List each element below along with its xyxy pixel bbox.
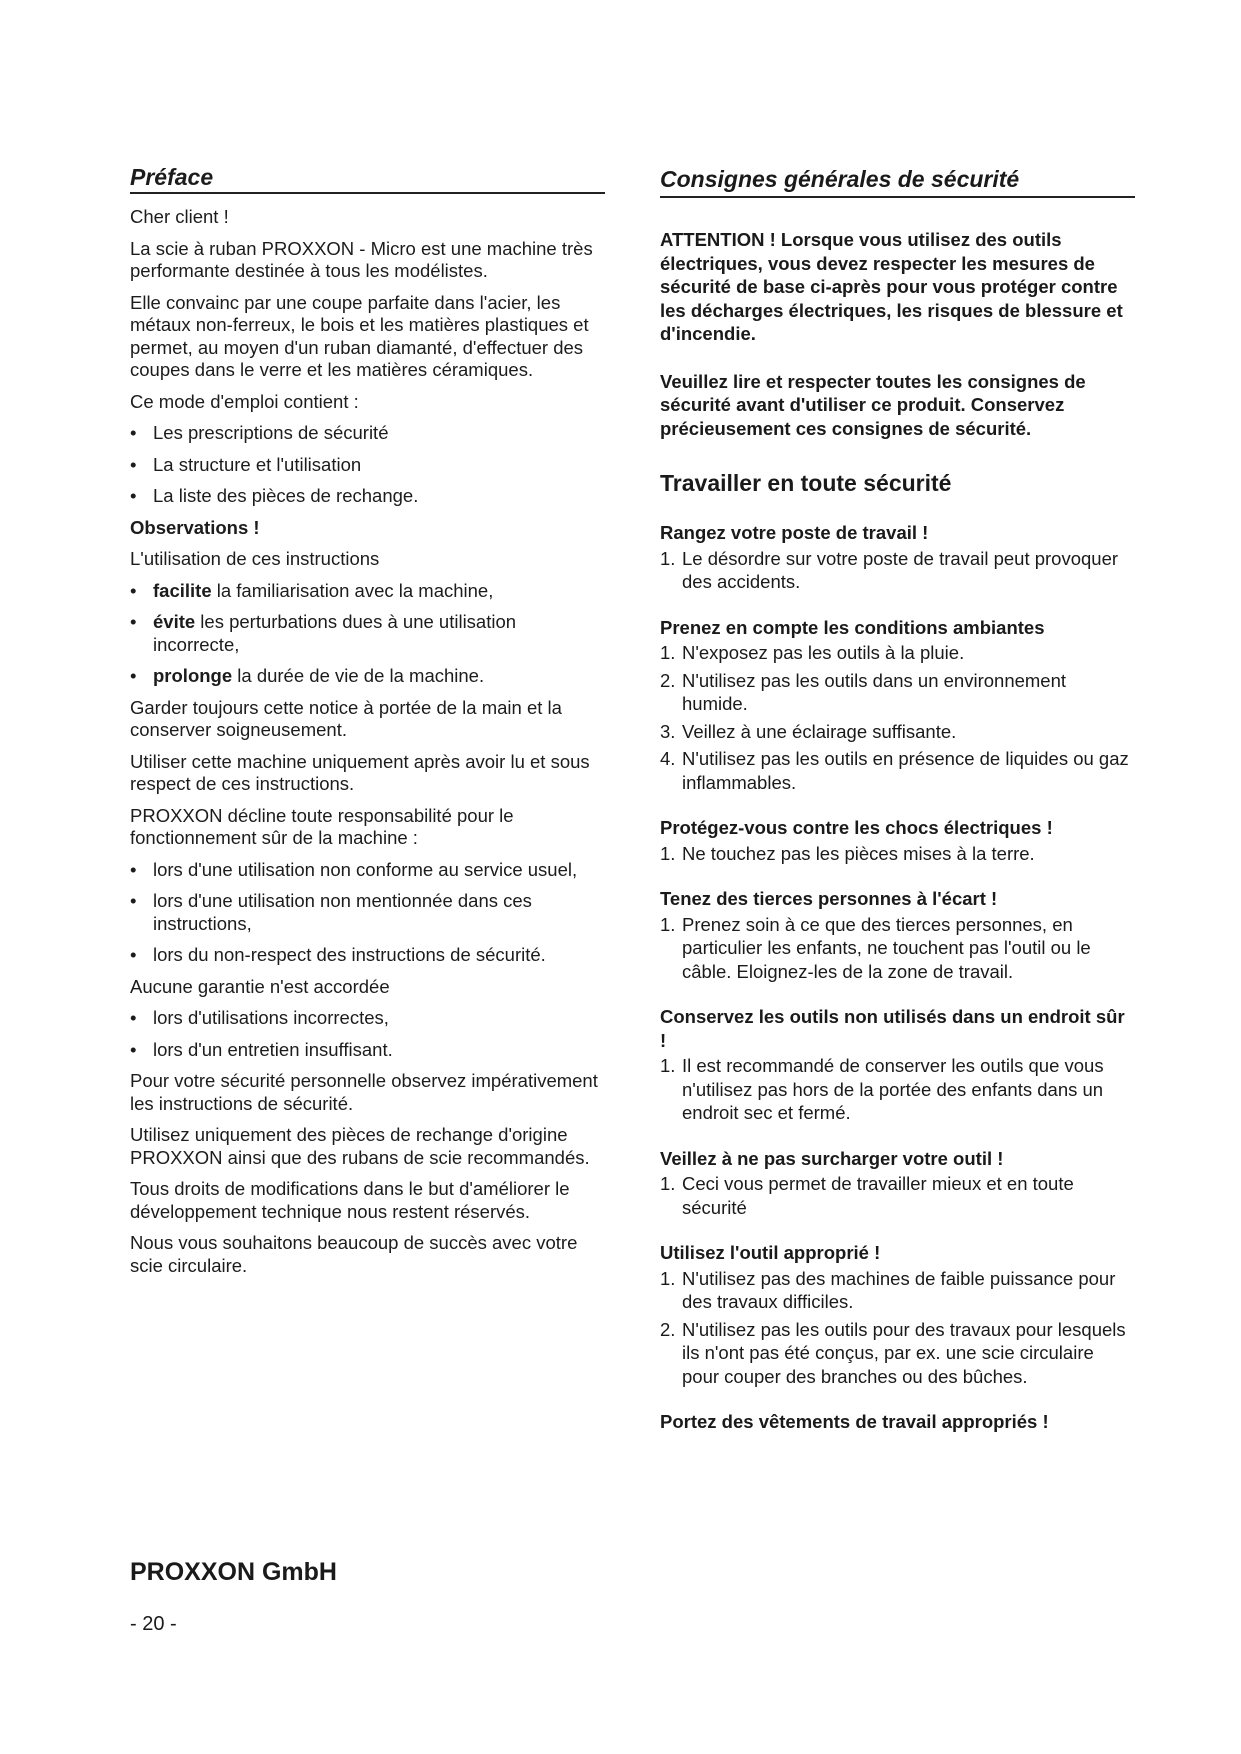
safety-block xyxy=(660,521,1135,594)
greeting: Cher client ! xyxy=(130,206,229,227)
numbered-list xyxy=(660,641,1135,794)
company-name: PROXXON GmbH xyxy=(130,1558,337,1586)
numbered-list xyxy=(660,1267,1135,1389)
subsection-title: Rangez votre poste de travail ! xyxy=(660,522,929,543)
contents-list xyxy=(130,422,605,508)
list-item: • lors d'utilisations incorrectes, xyxy=(130,1007,605,1030)
safety-block xyxy=(660,1005,1135,1125)
subsection-title: Protégez-vous contre les chocs électriques ! xyxy=(660,817,1053,838)
capability-paragraph: Elle convainc par une coupe parfaite dans l'acier, les métaux non-ferreux, le bois et les matières plastiques et permet, au moyen d'un ruban diamanté, d'effectuer des coupes dans le verre et les matières céramiques. xyxy=(130,291,589,380)
no-warranty-list xyxy=(130,1007,605,1061)
numbered-list xyxy=(660,913,1135,984)
observation-text: la durée de vie de la machine. xyxy=(232,665,485,686)
rights-paragraph: Tous droits de modifications dans le but d'améliorer le développement technique nous restent réservés. xyxy=(130,1178,570,1222)
wishes-paragraph: Nous vous souhaitons beaucoup de succès avec votre scie circulaire. xyxy=(130,1232,578,1276)
numbered-list xyxy=(660,1172,1135,1219)
safety-block xyxy=(660,816,1135,865)
observation-keyword: prolonge xyxy=(153,665,233,686)
keep-paragraph: Garder toujours cette notice à portée de la main et la conserver soigneusement. xyxy=(130,696,562,740)
list-item xyxy=(130,665,605,688)
list-item: 1. Prenez soin à ce que des tierces personnes, en particulier les enfants, ne touchent pas l'outil ou le câble. Eloignez-les de la zone de travail. xyxy=(660,913,1091,982)
list-item: • lors du non-respect des instructions de sécurité. xyxy=(130,944,605,967)
preface-heading: Préface xyxy=(130,164,605,194)
list-item: • lors d'un entretien insuffisant. xyxy=(130,1039,605,1062)
list-item: 1. N'exposez pas les outils à la pluie. xyxy=(660,642,965,663)
section-title: Travailler en toute sécurité xyxy=(660,470,952,496)
list-item: 1. Ne touchez pas les pièces mises à la terre. xyxy=(660,842,1035,864)
observation-text: les perturbations dues à une utilisation incorrecte, xyxy=(153,611,517,655)
list-item: 1. Le désordre sur votre poste de travail peut provoquer des accidents. xyxy=(660,547,1119,592)
observation-keyword: évite xyxy=(153,611,196,632)
safety-block xyxy=(660,616,1135,795)
intro-paragraph: La scie à ruban PROXXON - Micro est une machine très performante destinée à tous les modélistes. xyxy=(130,237,593,281)
use-only-paragraph: Utiliser cette machine uniquement après avoir lu et sous respect de ces instructions. xyxy=(130,750,590,794)
no-warranty-paragraph: Aucune garantie n'est accordée xyxy=(130,975,390,997)
safety-note: Pour votre sécurité personnelle observez impérativement les instructions de sécurité. xyxy=(130,1070,598,1114)
safety-column xyxy=(660,166,1135,1436)
observations-intro: L'utilisation de ces instructions xyxy=(130,548,380,569)
subsection-title: Conservez les outils non utilisés dans un endroit sûr ! xyxy=(660,1006,1125,1051)
observations-list xyxy=(130,580,605,688)
list-item: 2. N'utilisez pas les outils pour des travaux pour lesquels ils n'ont pas été conçus, par ex. une scie circulaire pour couper des branches ou des bûches. xyxy=(660,1318,1126,1387)
subsection-title: Portez des vêtements de travail appropriés ! xyxy=(660,1411,1049,1432)
numbered-list xyxy=(660,842,1135,866)
disclaimer-list xyxy=(130,859,605,967)
list-item: • La structure et l'utilisation xyxy=(130,454,605,477)
list-item xyxy=(130,580,605,603)
subsection-title: Prenez en compte les conditions ambiantes xyxy=(660,616,1045,638)
contents-intro: Ce mode d'emploi contient : xyxy=(130,390,359,412)
list-item: • La liste des pièces de rechange. xyxy=(130,485,605,508)
preface-column xyxy=(130,164,605,1286)
subsection-title: Veillez à ne pas surcharger votre outil ! xyxy=(660,1147,1004,1169)
read-paragraph: Veuillez lire et respecter toutes les consignes de sécurité avant d'utiliser ce produit. Conservez précieusement ces consignes de sécurité. xyxy=(660,370,1086,439)
safety-heading: Consignes générales de sécurité xyxy=(660,166,1135,198)
list-item: 1. Il est recommandé de conserver les outils que vous n'utilisez pas hors de la portée des enfants dans un endroit sec et fermé. xyxy=(660,1055,1104,1123)
safety-block xyxy=(660,1241,1135,1388)
disclaimer-paragraph: PROXXON décline toute responsabilité pour le fonctionnement sûr de la machine : xyxy=(130,804,514,848)
list-item: 1. Ceci vous permet de travailler mieux et en toute sécurité xyxy=(660,1173,1074,1218)
subsection-title: Utilisez l'outil approprié ! xyxy=(660,1242,881,1263)
numbered-list xyxy=(660,547,1135,594)
observations-title: Observations ! xyxy=(130,516,260,538)
list-item: 1. N'utilisez pas des machines de faible puissance pour des travaux difficiles. xyxy=(660,1267,1116,1312)
attention-paragraph: ATTENTION ! Lorsque vous utilisez des outils électriques, vous devez respecter les mesures de sécurité de base ci-après pour vous protéger contre les décharges électriques, les risques de blessure et d'incendie. xyxy=(660,229,1123,344)
page-number: - 20 - xyxy=(130,1613,177,1635)
parts-note: Utilisez uniquement des pièces de rechange d'origine PROXXON ainsi que des rubans de scie recommandés. xyxy=(130,1124,590,1168)
list-item: • lors d'une utilisation non conforme au service usuel, xyxy=(130,859,605,882)
list-item: • Les prescriptions de sécurité xyxy=(130,422,605,445)
list-item xyxy=(130,611,605,656)
observation-keyword: facilite xyxy=(153,579,212,601)
list-item: 3. Veillez à une éclairage suffisante. xyxy=(660,720,957,742)
safety-block xyxy=(660,1147,1135,1220)
list-item: 2. N'utilisez pas les outils dans un environnement humide. xyxy=(660,669,1067,714)
safety-block xyxy=(660,887,1135,983)
numbered-list xyxy=(660,1054,1135,1125)
subsection-title: Tenez des tierces personnes à l'écart ! xyxy=(660,888,998,909)
list-item: • lors d'une utilisation non mentionnée dans ces instructions, xyxy=(130,890,605,935)
observation-text: la familiarisation avec la machine, xyxy=(211,579,494,601)
list-item: 4. N'utilisez pas les outils en présence de liquides ou gaz inflammables. xyxy=(660,748,1129,793)
